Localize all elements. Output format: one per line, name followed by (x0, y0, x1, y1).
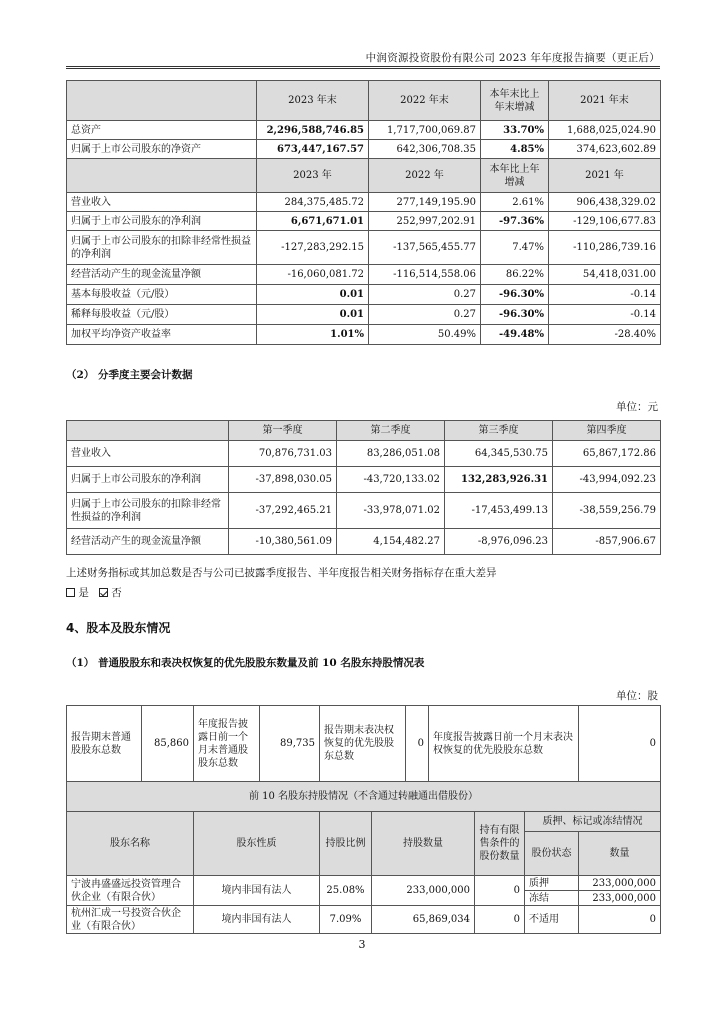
page-header: 中润资源投资股份有限公司 2023 年年度报告摘要（更正后） (365, 52, 660, 64)
checkbox-no-label: 否 (111, 587, 122, 599)
key-financial-table (66, 80, 661, 345)
table-row: 经营活动产生的现金流量净额 -16,060,081.72 -116,514,558.06 86.22% 54,418,031.00 (67, 265, 661, 285)
table-row: 加权平均净资产收益率 1.01% 50.49% -49.48% -28.40% (67, 325, 661, 345)
table-row: 营业收入 284,375,485.72 277,149,195.90 2.61% 906,438,329.02 (67, 193, 661, 212)
table-row: 基本每股收益（元/股） 0.01 0.27 -96.30% -0.14 (67, 285, 661, 305)
unit-label-yuan: 单位：元 (616, 401, 658, 413)
table-header-row: 第一季度 第二季度 第三季度 第四季度 (67, 421, 661, 441)
table-subheader-row: 股份状态 数量 (67, 832, 661, 876)
section-subtitle-shareholders: （1） 普通股股东和表决权恢复的优先股股东数量及前 10 名股东持股情况表 (66, 657, 425, 669)
section-title-shares: 4、股本及股东情况 (66, 621, 171, 635)
section-title-quarterly: （2） 分季度主要会计数据 (66, 369, 193, 381)
table-row: 归属于上市公司股东的净利润 -37,898,030.05 -43,720,133.02 132,283,926.31 -43,994,092.23 (67, 467, 661, 493)
page-number: 3 (358, 938, 366, 951)
table-row: 总资产 2,296,588,746.85 1,717,700,069.87 33.70% 1,688,025,024.90 (67, 121, 661, 140)
checkbox-yes-label: 是 (78, 587, 89, 599)
table-row: 归属于上市公司股东的净资产 673,447,167.57 642,306,708.35 4.85% 374,623,602.89 (67, 140, 661, 159)
table-row: 宁波冉盛盛远投资管理合伙企业（有限合伙） 境内非国有法人 25.08% 233,000,000 0 质押 233,000,000 (67, 876, 661, 891)
unit-label-shares: 单位：股 (616, 690, 658, 702)
table-row: 归属于上市公司股东的扣除非经常性损益的净利润 -127,283,292.15 -137,565,455.77 7.47% -110,286,739.16 (67, 231, 661, 265)
table-header-row: 2023 年末 2022 年末 本年末比上 年末增减 2021 年末 (67, 81, 661, 121)
summary-row: 报告期末普通股股东总数 85,860 年度报告披露日前一个月末普通股股东总数 89,735 报告期末表决权恢复的优先股股东总数 0 年度报告披露日前一个月末表决权恢复的优先股股东总数 0 (67, 706, 661, 782)
checkbox-yes[interactable] (66, 588, 75, 597)
quarterly-table (66, 420, 661, 555)
shareholders-table (66, 705, 661, 934)
table-row: 杭州汇成一号投资合伙企业（有限合伙） 境内非国有法人 7.09% 65,869,034 0 不适用 0 (67, 906, 661, 934)
table-row: 归属于上市公司股东的净利润 6,671,671.01 252,997,202.91 -97.36% -129,106,677.83 (67, 212, 661, 231)
table-header-row: 股东名称 股东性质 持股比例 持股数量 持有有限售条件的股份数量 质押、标记或冻结情况 (67, 812, 661, 832)
top10-title-row: 前 10 名股东持股情况（不含通过转融通出借股份） (67, 782, 661, 812)
discrepancy-options (66, 585, 122, 600)
table-row: 归属于上市公司股东的扣除非经常性损益的净利润 -37,292,465.21 -33,978,071.02 -17,453,499.13 -38,559,256.79 (67, 493, 661, 529)
table-row: 营业收入 70,876,731.03 83,286,051.08 64,345,530.75 65,867,172.86 (67, 441, 661, 467)
table-row: 稀释每股收益（元/股） 0.01 0.27 -96.30% -0.14 (67, 305, 661, 325)
header-rule (66, 66, 660, 69)
table-header-row: 2023 年 2022 年 本年比上年 增减 2021 年 (67, 159, 661, 193)
table-row: 经营活动产生的现金流量净额 -10,380,561.09 4,154,482.27 -8,976,096.23 -857,906.67 (67, 529, 661, 555)
discrepancy-note: 上述财务指标或其加总数是否与公司已披露季度报告、半年度报告相关财务指标存在重大差异 (66, 567, 497, 579)
table-row: 冻结 233,000,000 (67, 891, 661, 906)
checkbox-no[interactable] (99, 588, 108, 597)
